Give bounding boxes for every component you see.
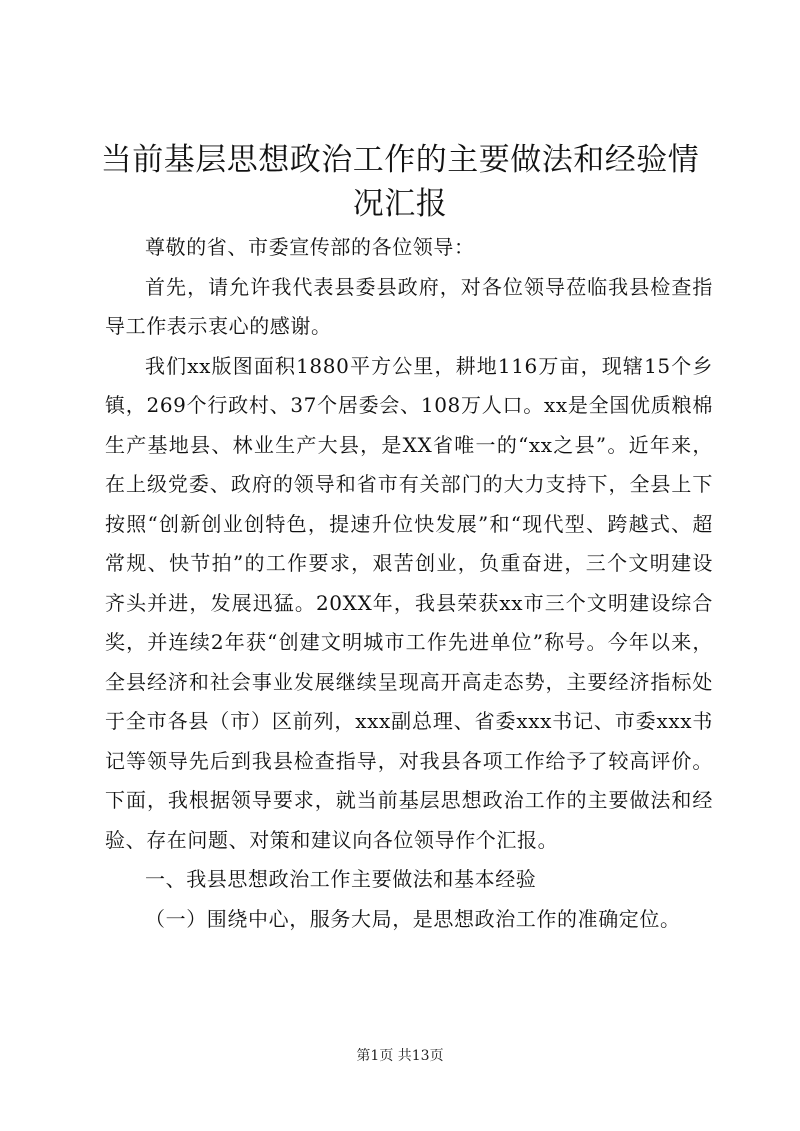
salutation-paragraph: 尊敬的省、市委宣传部的各位领导：	[145, 235, 475, 259]
document-title: 当前基层思想政治工作的主要做法和经验情况汇报	[100, 142, 700, 222]
county-overview-paragraph: 我们xx版图面积1880平方公里，耕地116万亩，现辖15个乡镇，269个行政村、37个居委会、108万人口。xx是全国优质粮棉生产基地县、林业生产大县，是XX省唯一的“xx之县”。近年来，在上级党委、政府的领导和省市有关部门的大力支持下，全县上下按照“创新创业创特色，提速升位快发展”和“现代型、跨越式、超常规、快节拍”的工作要求，艰苦创业，负重奋进，三个文明建设齐头并进，发展迅猛。20XX年，我县荣获xx市三个文明建设综合奖，并连续2年获“创建文明城市工作先进单位”称号。今年以来，全县经济和社会事业发展继续呈现高开高走态势，主要经济指标处于全市各县（市）区前列，xxx副总理、省委xxx书记、市委xxx书记等领导先后到我县检查指导，对我县各项工作给予了较高评价。下面，我根据领导要求，就当前基层思想政治工作的主要做法和经验、存在问题、对策和建议向各位领导作个汇报。	[105, 353, 713, 852]
subsection-heading: （一）围绕中心，服务大局，是思想政治工作的准确定位。	[145, 906, 681, 931]
page-number-footer: 第1页 共13页	[356, 1048, 444, 1064]
opening-paragraph: 首先，请允许我代表县委县政府，对各位领导莅临我县检查指导工作表示衷心的感谢。	[105, 274, 713, 338]
document-body	[105, 228, 713, 939]
section-heading: 一、我县思想政治工作主要做法和基本经验	[145, 867, 537, 891]
